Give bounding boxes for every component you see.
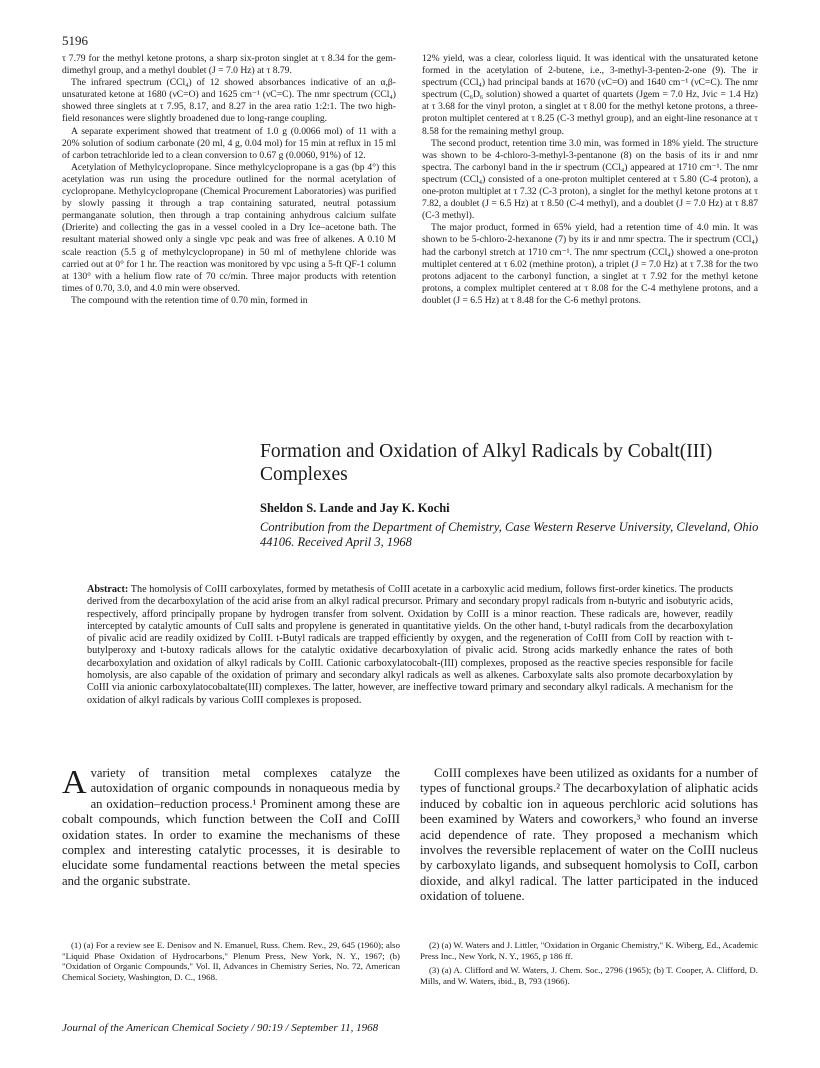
affiliation: Contribution from the Department of Chemistry, Case Western Reserve University, Cleveland, Ohio 44106. Received April 3, 1968: [260, 520, 759, 549]
page-number: 5196: [62, 33, 88, 48]
paragraph: The compound with the retention time of 0.70 min, formed in: [71, 294, 308, 306]
footnote: (2) (a) W. Waters and J. Littler, "Oxidation in Organic Chemistry," K. Wiberg, Ed., Academic Press Inc., New York, N. Y., 1965, p 186 ff.: [420, 940, 758, 961]
paragraph: 12% yield, was a clear, colorless liquid. It was identical with the unsaturated ketone formed in the acetylation of 2-butene, i.e., 3-methyl-3-penten-2-one (9). The ir spectrum (CCl₄) had principal bands at 1670 (νC=O) and 1640 cm⁻¹ (νC=C). The nmr spectrum (C₆D₆ solution) showed a quartet of quartets (Jgem = 7.0 Hz, Jvic = 1.4 Hz) at τ 3.68 for the vinyl proton, a singlet at τ 8.00 for the methyl ketone protons, a three-proton multiplet centered at τ 8.25 (C-3 methyl group), and an eight-line resonance at τ 8.58 for the remaining methyl group.: [422, 53, 758, 137]
journal-footer: Journal of the American Chemical Society / 90:19 / September 11, 1968: [62, 1022, 379, 1034]
paragraph: CoIII complexes have been utilized as oxidants for a number of types of functional groups.² The decarboxylation of aliphatic acids induced by cobaltic ion in aqueous perchloric acid solutions has been examined by Waters and coworkers,³ who found an inverse acid dependence of rate. They proposed a mechanism which involves the reversible replacement of water on the CoIII nucleus by carboxylato ligands, and subsequent homolysis to CoII, carbon dioxide, and alkyl radical. The latter participated in the induced oxidation of toluene.: [420, 766, 758, 904]
abstract-text: The homolysis of CoIII carboxylates, formed by metathesis of CoIII acetate in a carboxylic acid medium, follows first-order kinetics. The products derived from the decarboxylation of the acid arise from an alkyl radical precursor. Primary and secondary propyl radicals from n-butyric and isobutyric acids, respectively, afford principally propane by hydrogen transfer from solvent. Oxidation by CoIII is a minor reaction. These radicals are, however, readily intercepted by catalytic amounts of CuII salts and propylene is generated in quantitative yields. On the other hand, t-butyl radicals from the decarboxylation of pivalic acid are readily oxidized by CoIII. t-Butyl radicals are trapped efficiently by oxygen, and the regeneration of CoIII from CoII by reaction with t-butylperoxy and t-butoxy radicals allows for the catalytic oxidative decarboxylation of pivalic acid. Strong acids markedly enhance the rates of both decarboxylation and oxidation of alkyl radicals by CoIII. Cationic carboxylatocobalt-(III) complexes, proposed as the reactive species responsible for facile homolysis, are also capable of the oxidation of primary and secondary alkyl radicals as well as alkenes. Carboxylate salts also promote decarboxylation by CoIII via anionic carboxylatocobaltate(III) complexes. The latter, however, are ineffective toward primary and secondary alkyl radicals. A mechanism for the oxidation of alkyl radicals by various CoIII complexes is proposed.: [87, 584, 733, 706]
abstract-label: Abstract:: [87, 584, 129, 595]
prev-article-right-column: [422, 53, 758, 307]
paragraph: A separate experiment showed that treatment of 1.0 g (0.0066 mol) of 11 with a 20% solution of sodium carbonate (20 ml, 4 g, 0.04 mol) for 15 min at reflux in 15 ml of carbon tetrachloride led to a clean conversion to 0.67 g (0.0060, 91%) of 12.: [62, 125, 396, 161]
paragraph: τ 7.79 for the methyl ketone protons, a sharp six-proton singlet at τ 8.34 for the gem-dimethyl group, and a methyl doublet (J = 7.0 Hz) at τ 8.79.: [62, 53, 396, 77]
paragraph: Acetylation of Methylcyclopropane. Since methylcyclopropane is a gas (bp 4°) this acetylation was run using the procedure outlined for the normal acetylation of cyclopropane. Methylcyclopropane (Chemical Procurement Laboratories) was purified by slowly passing it through a trap containing saturated, neutral potassium permanganate solution, then through a trap containing anhydrous calcium sulfate (Drierite) and collecting the gas in a vessel cooled in a Dry Ice–acetone bath. The resultant material showed only a single vpc peak and was free of alkenes. A 0.10 M scale reaction (5.5 g of methylcyclopropane) in 50 ml of methylene chloride was carried out at 0° for 1 hr. The reaction was monitored by vpc using a 5-ft QF-1 column at 130° with a helium flow rate of 70 cc/min. Three major products with retention times of 0.70, 3.0, and 4.0 min were observed.: [62, 161, 396, 294]
footnotes-right: [420, 940, 758, 990]
paragraph: The major product, formed in 65% yield, had a retention time of 4.0 min. It was shown to be 5-chloro-2-hexanone (7) by its ir and nmr spectra. The ir spectrum (CCl₄) had the carbonyl stretch at 1710 cm⁻¹. The nmr spectrum (CCl₄) showed a one-proton multiplet centered at τ 6.02 (methine proton), a triplet (J = 7.0 Hz) at τ 7.38 for the two protons adjacent to the carbonyl function, a singlet at τ 7.92 for the methyl ketone protons, a complex multiplet centered at τ 8.08 for the C-4 methylene protons, and a doublet (J = 6.5 Hz) at τ 8.48 for the C-6 methyl protons.: [422, 222, 758, 306]
paragraph: The second product, retention time 3.0 min, was formed in 18% yield. The structure was shown to be 4-chloro-3-methyl-3-pentanone (8) on the basis of its ir and nmr spectra. The carbonyl band in the ir spectrum (CCl₄) appeared at 1710 cm⁻¹. The nmr spectrum (CCl₄) consisted of a one-proton multiplet centered at τ 5.80 (C-4 proton), a one-proton multiplet at τ 7.32 (C-3 proton), a singlet for the methyl ketone protons at τ 7.82, a doublet (J = 6.5 Hz) at τ 8.50 (C-4 methyl), and a doublet (J = 7.0 Hz) at τ 8.87 (C-3 methyl).: [422, 137, 758, 222]
footnotes-left: [62, 940, 400, 986]
abstract: [87, 584, 733, 707]
authors: Sheldon S. Lande and Jay K. Kochi: [260, 501, 450, 515]
footnote: (3) (a) A. Clifford and W. Waters, J. Chem. Soc., 2796 (1965); (b) T. Cooper, A. Clifford, D. Mills, and W. Waters, ibid., B, 793 (1966).: [420, 965, 758, 986]
body-text: variety of transition metal complexes catalyze the autoxidation of organic compounds in nonaqueous media by an oxidation–reduction process.¹ Prominent among these are cobalt compounds, which function between the CoII and CoIII oxidation states. In order to examine the mechanisms of these complex and interesting catalytic processes, it is desirable to elucidate some fundamental reactions between the metal species and the organic substrate.: [62, 766, 400, 888]
paragraph: [62, 766, 400, 889]
paragraph: The infrared spectrum (CCl₄) of 12 showed absorbances indicative of an α,β-unsaturated ketone at 1680 (νC=O) and 1625 cm⁻¹ (νC=C). The nmr spectrum (CCl₄) showed three singlets at τ 7.95, 8.17, and 8.27 in the area ratio 1:2:1. The two high-field resonances were slightly broadened due to long-range coupling.: [62, 77, 396, 125]
body-left-column: [62, 766, 400, 889]
prev-article-left-column: [62, 53, 396, 307]
footnote: (1) (a) For a review see E. Denisov and N. Emanuel, Russ. Chem. Rev., 29, 645 (1960); also "Liquid Phase Oxidation of Hydrocarbons," Plenum Press, New York, N. Y., 1967; (b) "Oxidation of Organic Compounds," Vol. II, Advances in Chemistry Series, No. 72, American Chemical Society, Washington, D. C., 1968.: [62, 940, 400, 982]
article-title: Formation and Oxidation of Alkyl Radicals by Cobalt(III) Complexes: [260, 441, 713, 485]
body-right-column: [420, 766, 758, 905]
drop-cap: A: [62, 764, 87, 801]
